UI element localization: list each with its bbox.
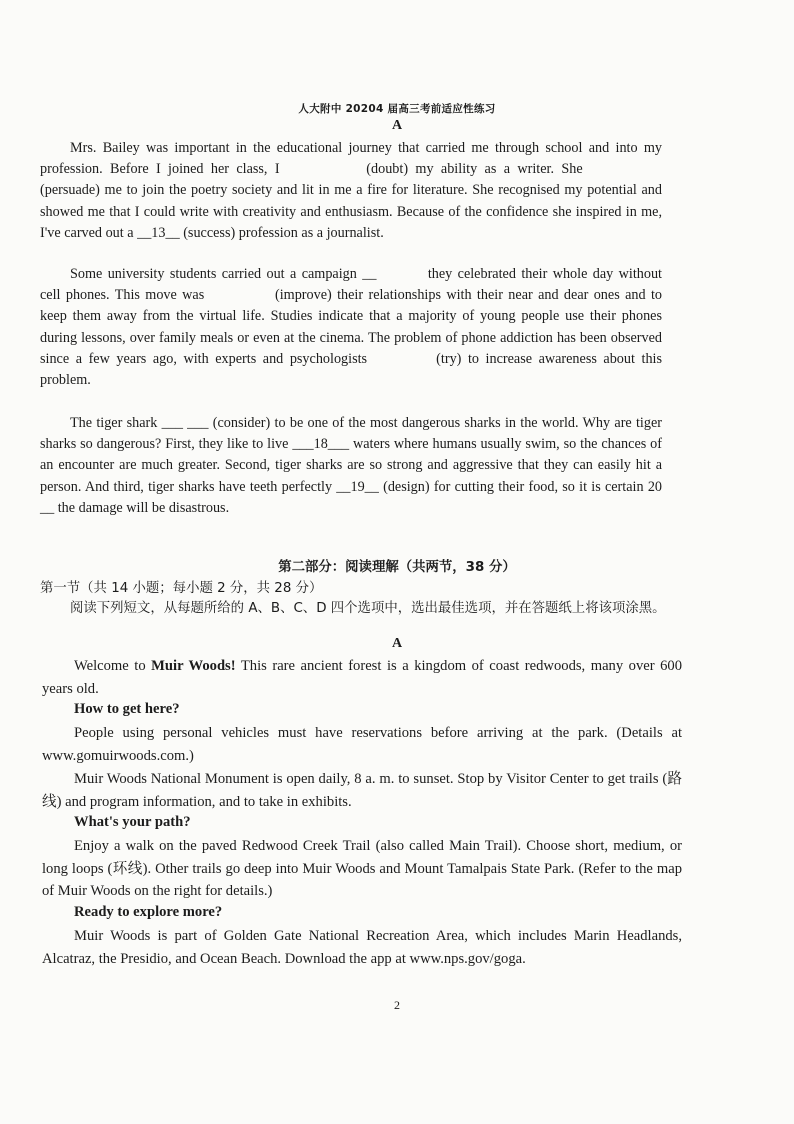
passage-letter-a: A — [391, 636, 403, 651]
answer-blank: ___ ___ — [161, 415, 209, 431]
reading-intro: Welcome to Muir Woods! This rare ancient forest is a kingdom of coast redwoods, many over 600 years old. — [42, 658, 683, 697]
reading-paragraph-3: Enjoy a walk on the paved Redwood Creek Trail (also called Main Trail). Choose short, medium, or long loops (环线). Other trails go deep into Muir Woods and Mount Tamalpais State Park. (Refer to the map of Muir Woods on the right for details.) — [42, 838, 682, 899]
reading-paragraph-4: Muir Woods is part of Golden Gate National Recreation Area, which includes Marin Headlands, Alcatraz, the Presidio, and Ocean Beach. Download the app at www.nps.gov/goga. — [42, 928, 682, 967]
answer-blank-20: 20 __ — [40, 478, 662, 516]
cloze-paragraph-2: Some university students carried out a campaign __ they celebrated their whole day without cell phones. This move was (improve) their relationships with their near and dear ones and to keep them away from the virtual life. Studies indicate that a majority of young people use their phones during lessons, over family meals or even at the cinema. The problem of phone addiction has been observed since a few years ago, with experts and psychologists (try) to increase awareness about this problem. — [40, 266, 662, 389]
page-number: 2 — [394, 998, 400, 1012]
exam-header: 人大附中 20204 届高三考前适应性练习 — [298, 103, 496, 115]
heading-how-to-get-here: How to get here? — [74, 701, 180, 717]
heading-ready-to-explore: Ready to explore more? — [74, 904, 223, 920]
answer-blank: __ — [362, 266, 377, 282]
reading-paragraph-1: People using personal vehicles must have reservations before arriving at the park. (Details at www.gomuirwoods.com.) — [42, 725, 682, 764]
answer-blank-18: ___18___ — [292, 436, 350, 453]
park-name: Muir Woods! — [151, 658, 236, 674]
reading-instruction: 阅读下列短文，从每题所给的 A、B、C、D 四个选项中，选出最佳选项，并在答题纸上将该项涂黑。 — [70, 601, 666, 616]
heading-whats-your-path: What's your path? — [74, 814, 191, 830]
answer-blank-13: __13__ — [137, 224, 180, 241]
reading-paragraph-2: Muir Woods National Monument is open daily, 8 a. m. to sunset. Stop by Visitor Center to get trails (路线) and program information, and to take in exhibits. — [42, 771, 682, 810]
section1-title: 第一节（共 14 小题；每小题 2 分，共 28 分） — [40, 581, 323, 596]
cloze-paragraph-1: Mrs. Bailey was important in the educational journey that carried me through school and into my profession. Before I joined her class, I (doubt) my ability as a writer. She (persuade) me to join the poetry society and lit in me a fire for literature. She recognised my potential and showed me that I could write with creativity and enthusiasm. Because of the confidence she inspired in me, I've carved out a __13__ (success) profession as a journalist. — [40, 140, 662, 241]
answer-blank-19: __19__ — [336, 478, 379, 495]
section-letter-a: A — [391, 118, 403, 133]
part2-title: 第二部分：阅读理解（共两节，38 分） — [278, 560, 516, 575]
cloze-paragraph-3: The tiger shark ___ ___ (consider) to be one of the most dangerous sharks in the world. Why are tiger sharks so dangerous? First, they like to live ___18___ waters where humans usually swim, so the chances of an encounter are much greater. Second, tiger sharks are so strong and aggressive that they can easily hit a person. And third, tiger sharks have teeth perfectly __19__ (design) for cutting their food, so it is certain 20 __ the damage will be disastrous. — [40, 415, 662, 516]
